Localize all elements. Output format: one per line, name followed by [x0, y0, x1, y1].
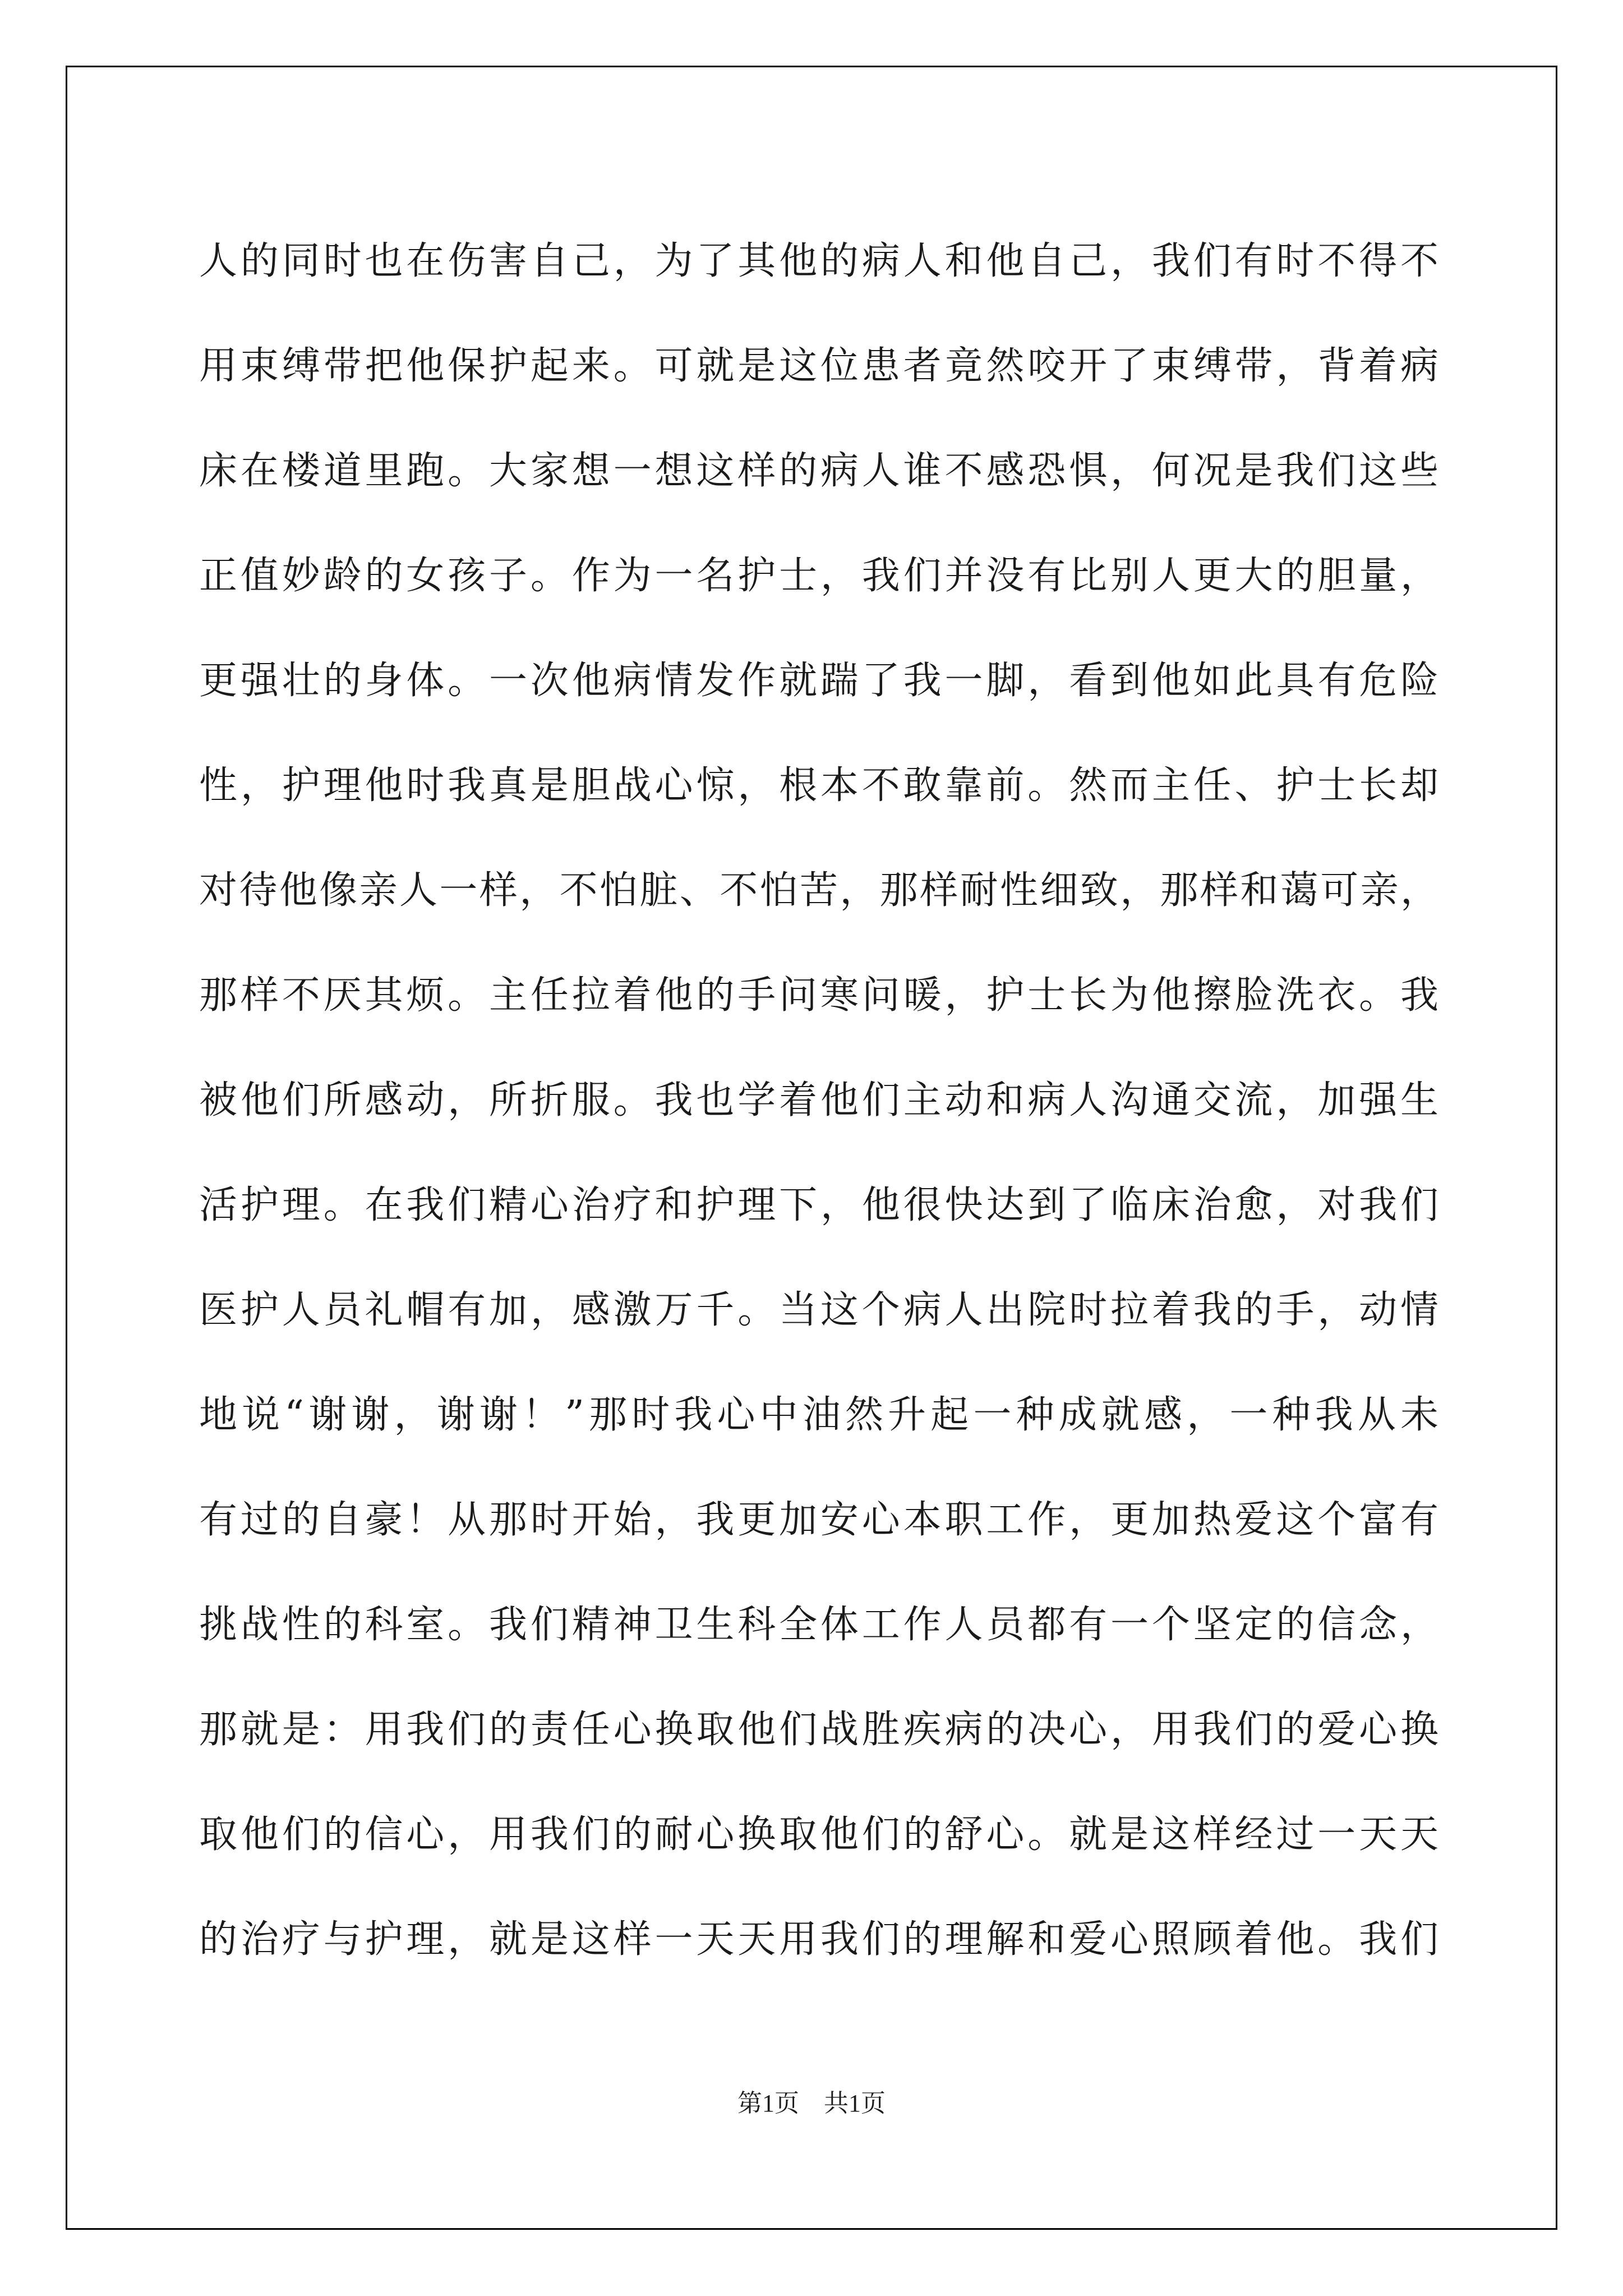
- text-line: 人的同时也在伤害自己，为了其他的病人和他自己，我们有时不得不: [199, 239, 1438, 283]
- text-line: 的治疗与护理，就是这样一天天用我们的理解和爱心照顾着他。我们: [199, 1917, 1438, 1962]
- text-line: 用束缚带把他保护起来。可就是这位患者竟然咬开了束缚带，背着病: [199, 344, 1438, 388]
- text-line: 活护理。在我们精心治疗和护理下，他很快达到了临床治愈，对我们: [199, 1183, 1438, 1227]
- text-line: 有过的自豪！从那时开始，我更加安心本职工作，更加热爱这个富有: [199, 1498, 1438, 1542]
- text-line: 医护人员礼帽有加，感激万千。当这个病人出院时拉着我的手，动情: [199, 1288, 1438, 1332]
- text-line: 地说“谢谢，谢谢！”那时我心中油然升起一种成就感，一种我从未: [199, 1393, 1438, 1437]
- text-line: 取他们的信心，用我们的耐心换取他们的舒心。就是这样经过一天天: [199, 1812, 1438, 1857]
- text-line: 床在楼道里跑。大家想一想这样的病人谁不感恐惧，何况是我们这些: [199, 449, 1438, 493]
- text-line: 性，护理他时我真是胆战心惊，根本不敢靠前。然而主任、护士长却: [199, 763, 1438, 808]
- text-line: 被他们所感动，所折服。我也学着他们主动和病人沟通交流，加强生: [199, 1078, 1438, 1122]
- text-line: 那样不厌其烦。主任拉着他的手问寒问暖，护士长为他擦脸洗衣。我: [199, 973, 1438, 1018]
- text-line: 对待他像亲人一样，不怕脏、不怕苦，那样耐性细致，那样和蔼可亲，: [199, 868, 1438, 913]
- body-text: [199, 209, 1438, 1992]
- page-footer: 第1页 共1页: [737, 2090, 886, 2117]
- text-line: 更强壮的身体。一次他病情发作就踹了我一脚，看到他如此具有危险: [199, 659, 1438, 703]
- text-line: 挑战性的科室。我们精神卫生科全体工作人员都有一个坚定的信念，: [199, 1603, 1438, 1647]
- text-line: 那就是：用我们的责任心换取他们战胜疾病的决心，用我们的爱心换: [199, 1708, 1438, 1752]
- text-line: 正值妙龄的女孩子。作为一名护士，我们并没有比别人更大的胆量，: [199, 554, 1438, 598]
